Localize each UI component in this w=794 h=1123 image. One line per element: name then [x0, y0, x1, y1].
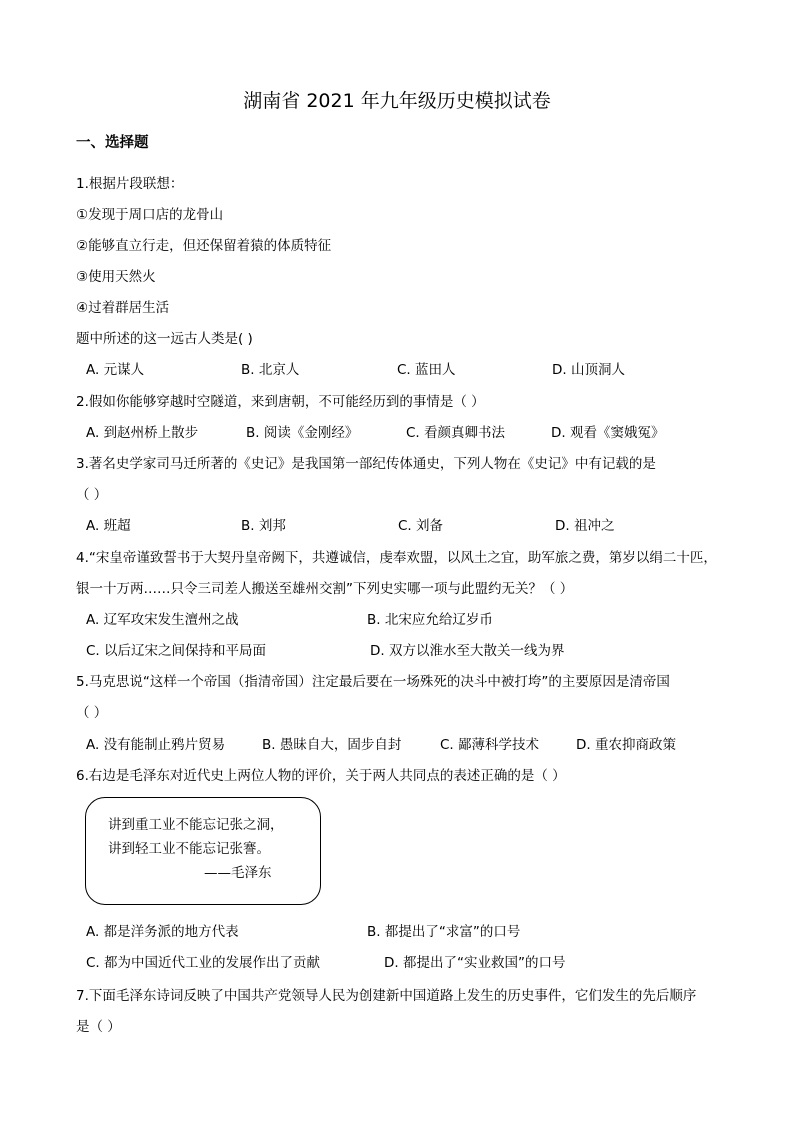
question-1-line-1: 1.根据片段联想： — [76, 176, 184, 192]
question-5-option-d: D. 重农抑商政策 — [576, 737, 676, 753]
question-1-line-5: ④过着群居生活 — [76, 300, 170, 316]
question-2-option-b: B. 阅读《金刚经》 — [246, 425, 359, 441]
page-title: 湖南省 2021 年九年级历史模拟试卷 — [243, 90, 551, 112]
question-6-line-1: 6.右边是毛泽东对近代史上两位人物的评价，关于两人共同点的表述正确的是（ ） — [76, 768, 566, 784]
question-4-option-c: C. 以后辽宋之间保持和平局面 — [86, 643, 267, 659]
question-1-line-6: 题中所述的这一远古人类是( ) — [76, 331, 253, 347]
question-6-option-d: D. 都提出了“实业救国”的口号 — [384, 955, 566, 971]
question-6-option-b: B. 都提出了“求富”的口号 — [367, 924, 521, 940]
question-4-line-2: 银一十万两……只令三司差人搬送至雄州交割”下列史实哪一项与此盟约无关？（ ） — [76, 581, 574, 597]
quote-box — [85, 797, 321, 905]
question-6-option-c: C. 都为中国近代工业的发展作出了贡献 — [86, 955, 321, 971]
question-5-option-b: B. 愚昧自大，固步自封 — [262, 737, 402, 753]
question-1-option-a: A. 元谋人 — [86, 362, 145, 378]
quote-line-2: 讲到轻工业不能忘记张謇。 — [108, 841, 270, 857]
question-5-option-c: C. 鄙薄科学技术 — [440, 737, 540, 753]
question-5-option-a: A. 没有能制止鸦片贸易 — [86, 737, 226, 753]
question-7-line-2: 是（ ） — [76, 1019, 121, 1035]
question-1-line-2: ①发现于周口店的龙骨山 — [76, 207, 224, 223]
section-heading: 一、选择题 — [76, 135, 149, 151]
question-3-option-a: A. 班超 — [86, 518, 131, 534]
question-2-option-d: D. 观看《窦娥冤》 — [551, 425, 665, 441]
question-3-option-c: C. 刘备 — [398, 518, 444, 534]
question-5-line-1: 5.马克思说“这样一个帝国（指清帝国）注定最后要在一场殊死的决斗中被打垮”的主要原因是清帝国 — [76, 674, 670, 690]
question-7-line-1: 7.下面毛泽东诗词反映了中国共产党领导人民为创建新中国道路上发生的历史事件，它们发生的先后顺序 — [76, 988, 697, 1004]
question-1-option-c: C. 蓝田人 — [397, 362, 456, 378]
quote-line-1: 讲到重工业不能忘记张之洞， — [108, 817, 284, 833]
question-2-option-a: A. 到赵州桥上散步 — [86, 425, 199, 441]
question-1-option-d: D. 山顶洞人 — [552, 362, 625, 378]
question-5-line-2: （ ） — [76, 705, 108, 721]
question-1-line-3: ②能够直立行走，但还保留着猿的体质特征 — [76, 238, 332, 254]
question-4-option-a: A. 辽军攻宋发生澶州之战 — [86, 612, 239, 628]
quote-attribution: ——毛泽东 — [204, 865, 272, 881]
question-3-option-d: D. 祖冲之 — [555, 518, 615, 534]
question-1-line-4: ③使用天然火 — [76, 269, 156, 285]
question-1-option-b: B. 北京人 — [241, 362, 300, 378]
question-6-option-a: A. 都是洋务派的地方代表 — [86, 924, 239, 940]
question-4-line-1: 4.“宋皇帝谨致誓书于大契丹皇帝阙下，共遵诚信，虔奉欢盟，以风土之宜，助军旅之费，第岁以绢二十匹， — [76, 550, 717, 566]
question-4-option-d: D. 双方以淮水至大散关一线为界 — [370, 643, 565, 659]
question-3-option-b: B. 刘邦 — [241, 518, 286, 534]
question-2-line-1: 2.假如你能够穿越时空隧道，来到唐朝，不可能经历到的事情是（ ） — [76, 394, 485, 410]
question-2-option-c: C. 看颜真卿书法 — [406, 425, 506, 441]
question-3-line-2: （ ） — [76, 487, 108, 503]
question-3-line-1: 3.著名史学家司马迁所著的《史记》是我国第一部纪传体通史，下列人物在《史记》中有记载的是 — [76, 456, 656, 472]
question-4-option-b: B. 北宋应允给辽岁币 — [367, 612, 493, 628]
